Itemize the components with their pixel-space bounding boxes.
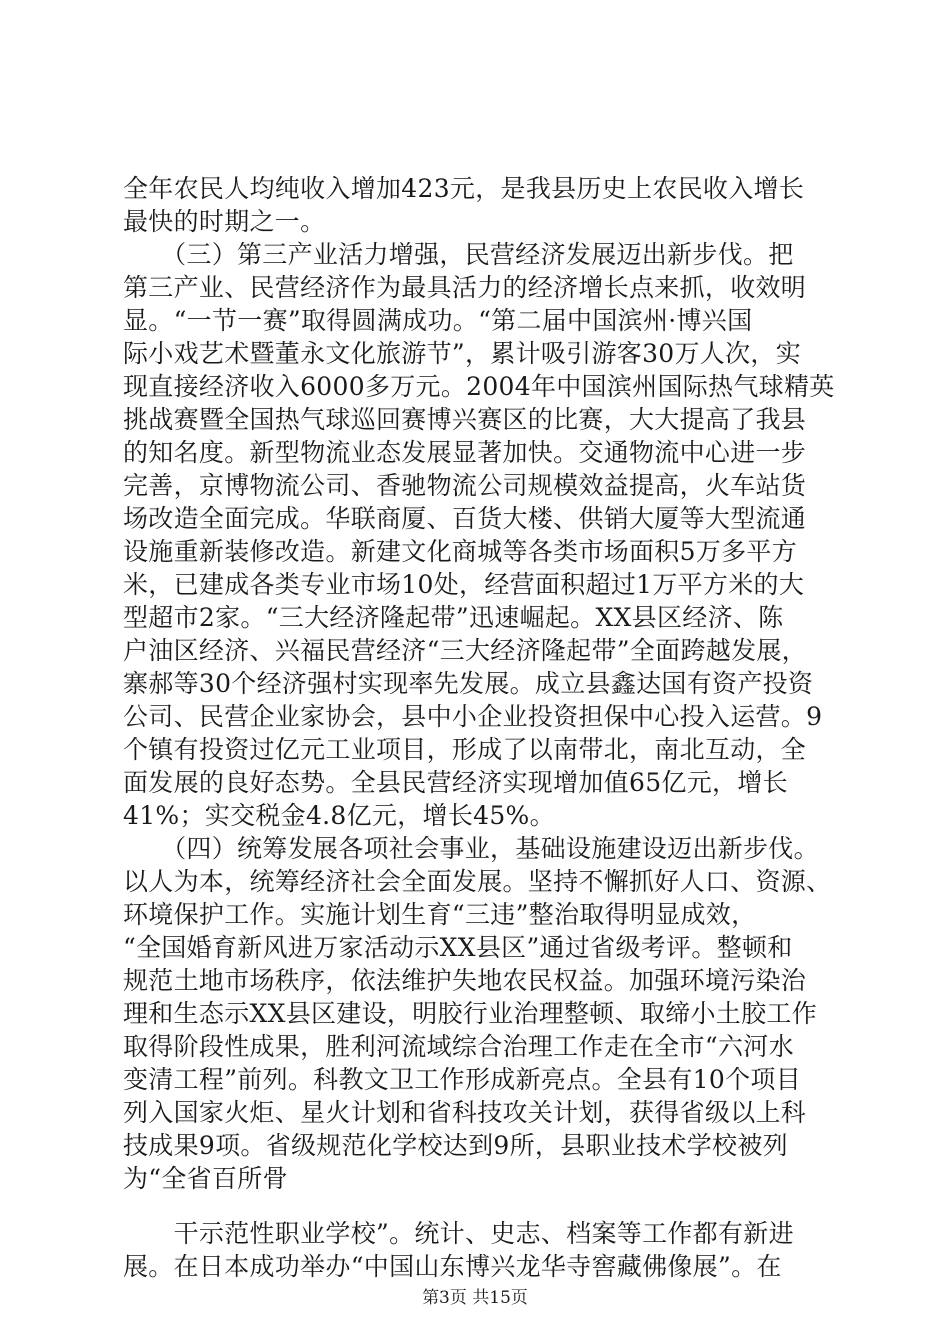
page-number-label: 第3页 共15页 [422,1288,528,1308]
text-line: 变清工程”前列。科教文卫工作形成新亮点。全县有10个项目 [123,1065,801,1094]
text-line: 完善，京博物流公司、香驰物流公司规模效益提高，火车站货 [123,471,807,500]
paragraph-gap [123,1195,843,1217]
text-line: 以人为本，统筹经济社会全面发展。坚持不懈抓好人口、资源、 [123,867,832,896]
text-line: 为“全省百所骨 [123,1164,288,1193]
text-line: 第三产业、民营经济作为最具活力的经济增长点来抓，收效明 [123,273,807,302]
text-line: 寨郝等30个经济强村实现率先发展。成立县鑫达国有资产投资 [123,669,814,698]
text-line: （三）第三产业活力增强，民营经济发展迈出新步伐。把 [123,240,794,269]
text-line: 理和生态示XX县区建设，明胶行业治理整顿、取缔小土胶工作 [123,999,817,1028]
text-line: 公司、民营企业家协会，县中小企业投资担保中心投入运营。9 [123,702,823,731]
text-line: 现直接经济收入6000多万元。2004年中国滨州国际热气球精英 [123,372,835,401]
page-footer [0,1287,950,1309]
text-line: 干示范性职业学校”。统计、史志、档案等工作都有新进 [123,1219,794,1248]
text-line: 最快的时期之一。 [123,207,326,236]
text-line: 展。在日本成功举办“中国山东博兴龙华寺窖藏佛像展”。在 [123,1252,782,1281]
text-line: 户油区经济、兴福民营经济“三大经济隆起带”全面跨越发展， [123,636,807,665]
text-line: 环境保护工作。实施计划生育“三违”整治取得明显成效， [123,900,757,929]
text-line: 场改造全面完成。华联商厦、百货大楼、供销大厦等大型流通 [123,504,807,533]
text-line: 设施重新装修改造。新建文化商城等各类市场面积5万多平方 [123,537,798,566]
text-line: 面发展的良好态势。全县民营经济实现增加值65亿元，增长 [123,768,788,797]
text-line: 米，已建成各类专业市场10处，经营面积超过1万平方米的大 [123,570,805,599]
text-line: 挑战赛暨全国热气球巡回赛博兴赛区的比赛，大大提高了我县 [123,405,807,434]
text-line: 全年农民人均纯收入增加423元，是我县历史上农民收入增长 [123,174,805,203]
text-line: 际小戏艺术暨董永文化旅游节”，累计吸引游客30万人次，实 [123,339,801,368]
text-line: 显。“一节一赛”取得圆满成功。“第二届中国滨州·博兴国 [123,306,753,335]
text-line: “全国婚育新风进万家活动示XX县区”通过省级考评。整顿和 [123,933,793,962]
text-line: 型超市2家。“三大经济隆起带”迅速崛起。XX县区经济、陈 [123,603,784,632]
text-line: 41%；实交税金4.8亿元，增长45%。 [123,801,555,830]
document-body [123,172,843,1283]
text-line: 列入国家火炬、星火计划和省科技攻关计划，获得省级以上科 [123,1098,807,1127]
text-line: 的知名度。新型物流业态发展显著加快。交通物流中心进一步 [123,438,807,467]
text-line: 取得阶段性成果，胜利河流域综合治理工作走在全市“六河水 [123,1032,794,1061]
text-line: （四）统筹发展各项社会事业，基础设施建设迈出新步伐。 [123,834,819,863]
text-line: 技成果9项。省级规范化学校达到9所，县职业技术学校被列 [123,1131,788,1160]
text-line: 个镇有投资过亿元工业项目，形成了以南带北，南北互动，全 [123,735,807,764]
text-line: 规范土地市场秩序，依法维护失地农民权益。加强环境污染治 [123,966,807,995]
